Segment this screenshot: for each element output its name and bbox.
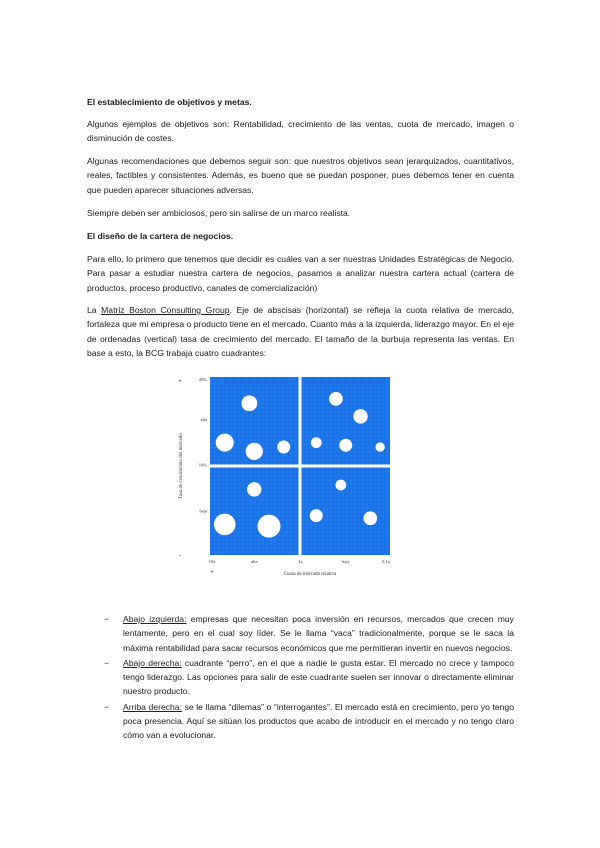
x-tick-label: 10x: [208, 559, 216, 564]
bcg-matrix-chart: [170, 375, 430, 577]
bullet-arriba-derecha: [104, 700, 514, 743]
y-axis-label: Tasa de crecimiento del mercado: [179, 433, 184, 499]
bcg-bubble: [335, 480, 346, 491]
x-tick-label: baja: [342, 559, 350, 564]
heading-objetivos: El establecimiento de objetivos y metas.: [87, 97, 252, 107]
x-axis-label: Cuota de mercado relativa: [283, 572, 337, 577]
bullet-dash: −: [104, 657, 110, 668]
paragraph-ambiciosos: Siempre deben ser ambiciosos, pero sin salirse de un marco realista.: [87, 208, 351, 218]
x-tick-label: alta: [251, 559, 258, 564]
heading-cartera: El diseño de la cartera de negocios.: [87, 231, 234, 241]
paragraph-cartera: Para ello, lo primero que tenemos que decidir es cuáles van a ser nuestras Unidades Estratégicas de Negocio. Para pasar a estudiar nuestra cartera de negocios, pasamos a analizar nuestra cartera actual (cartera de productos, proceso productivo, canales de comercialización): [87, 254, 514, 293]
bullet-dash: −: [104, 701, 110, 712]
x-tick-label: 1x: [298, 559, 303, 564]
bcg-bubble: [310, 509, 323, 522]
y-tick-label: 10%: [198, 462, 207, 468]
bcg-prefix: La: [87, 305, 102, 315]
bullet-list: [104, 612, 514, 744]
y-tick-label: alta: [200, 417, 207, 422]
y-tick-label: 20%: [198, 377, 207, 382]
bcg-bubble: [277, 441, 290, 454]
bullet-text: empresas que necesitan poca inversión en recursos, mercados que crecen muy lentamente, pero en el cual soy líder. Se le llama “vaca” tradicionalmente, porque se le saca la máxima rentabilidad para sacar recursos económicos que me permitieran invertir en nuevos negocios.: [123, 614, 514, 653]
paragraph-recomendaciones: Algunas recomendaciones que debemos seguir son: que nuestros objetivos sean jerarquizados, cuantitativos, reales, factibles y consistentes. Además, es bueno que se puedan posponer, pues debemos tener en cuenta que pueden aparecer situaciones adversas.: [87, 156, 514, 195]
bullet-label: Abajo derecha:: [123, 657, 182, 668]
bcg-bubble: [329, 392, 343, 406]
bcg-quadrant-abajo-izquierda: [210, 468, 299, 556]
bullet-label: Abajo izquierda:: [123, 614, 187, 624]
bcg-bubble: [214, 514, 236, 536]
bcg-link[interactable]: Matriz Boston Consulting Group: [101, 305, 230, 315]
y-axis-plus-mark: +: [178, 379, 182, 385]
bullet-text: cuadrante “perro”, en el que a nadie le gusta estar. El mercado no crece y tampoco tengo liderazgo. Las opciones para salir de este cuadrante suelen ser innovar o directamente eliminar nuestro producto.: [123, 657, 514, 697]
bullet-abajo-izquierda: [104, 612, 514, 655]
bcg-bubble: [246, 443, 263, 460]
bullet-abajo-derecha: [104, 656, 514, 699]
paragraph-bcg: [87, 303, 514, 360]
bcg-bubble: [311, 437, 322, 448]
bcg-bubble: [363, 511, 377, 525]
bcg-bubble: [241, 395, 257, 411]
paragraph-objetivos-ejemplos: Algunos ejemplos de objetivos son: Rentabilidad, crecimiento de las ventas, cuota de mercado, imagen o disminución de costes.: [87, 119, 514, 144]
y-axis-minus-mark: -: [179, 553, 181, 559]
bcg-bubble: [375, 442, 384, 451]
y-tick-label: baja: [199, 508, 207, 514]
bcg-bubble: [353, 409, 367, 423]
bcg-bubble: [247, 482, 261, 496]
bcg-bubble: [216, 434, 234, 452]
bcg-bubble: [339, 439, 352, 452]
x-axis-plus-mark: +: [210, 570, 214, 576]
bcg-bubble: [257, 515, 280, 538]
x-tick-label: 0,1x: [382, 559, 390, 564]
bcg-rest: . Eje de abscisas (horizontal) se refleja la cuota relativa de mercado, fortaleza que mi empresa o producto tiene en el mercado. Cuanto más a la izquierda, liderazgo mayor. En el eje de ordenadas (vertical) tasa de crecimiento del mercado. El tamaño de la burbuja representa las ventas. En base a esto, la BCG trabaja cuatro cuadrantes:: [87, 305, 514, 358]
bullet-text: se le llama “dilemas” o “interrogantes”. El mercado está en crecimiento, pero yo tengo poca presencia. Aquí se sitúan los productos que acabo de introducir en el mercado y no tengo claro cómo van a evolucionar.: [123, 701, 514, 741]
bullet-dash: −: [104, 614, 110, 624]
bullet-label: Arriba derecha:: [123, 701, 182, 712]
